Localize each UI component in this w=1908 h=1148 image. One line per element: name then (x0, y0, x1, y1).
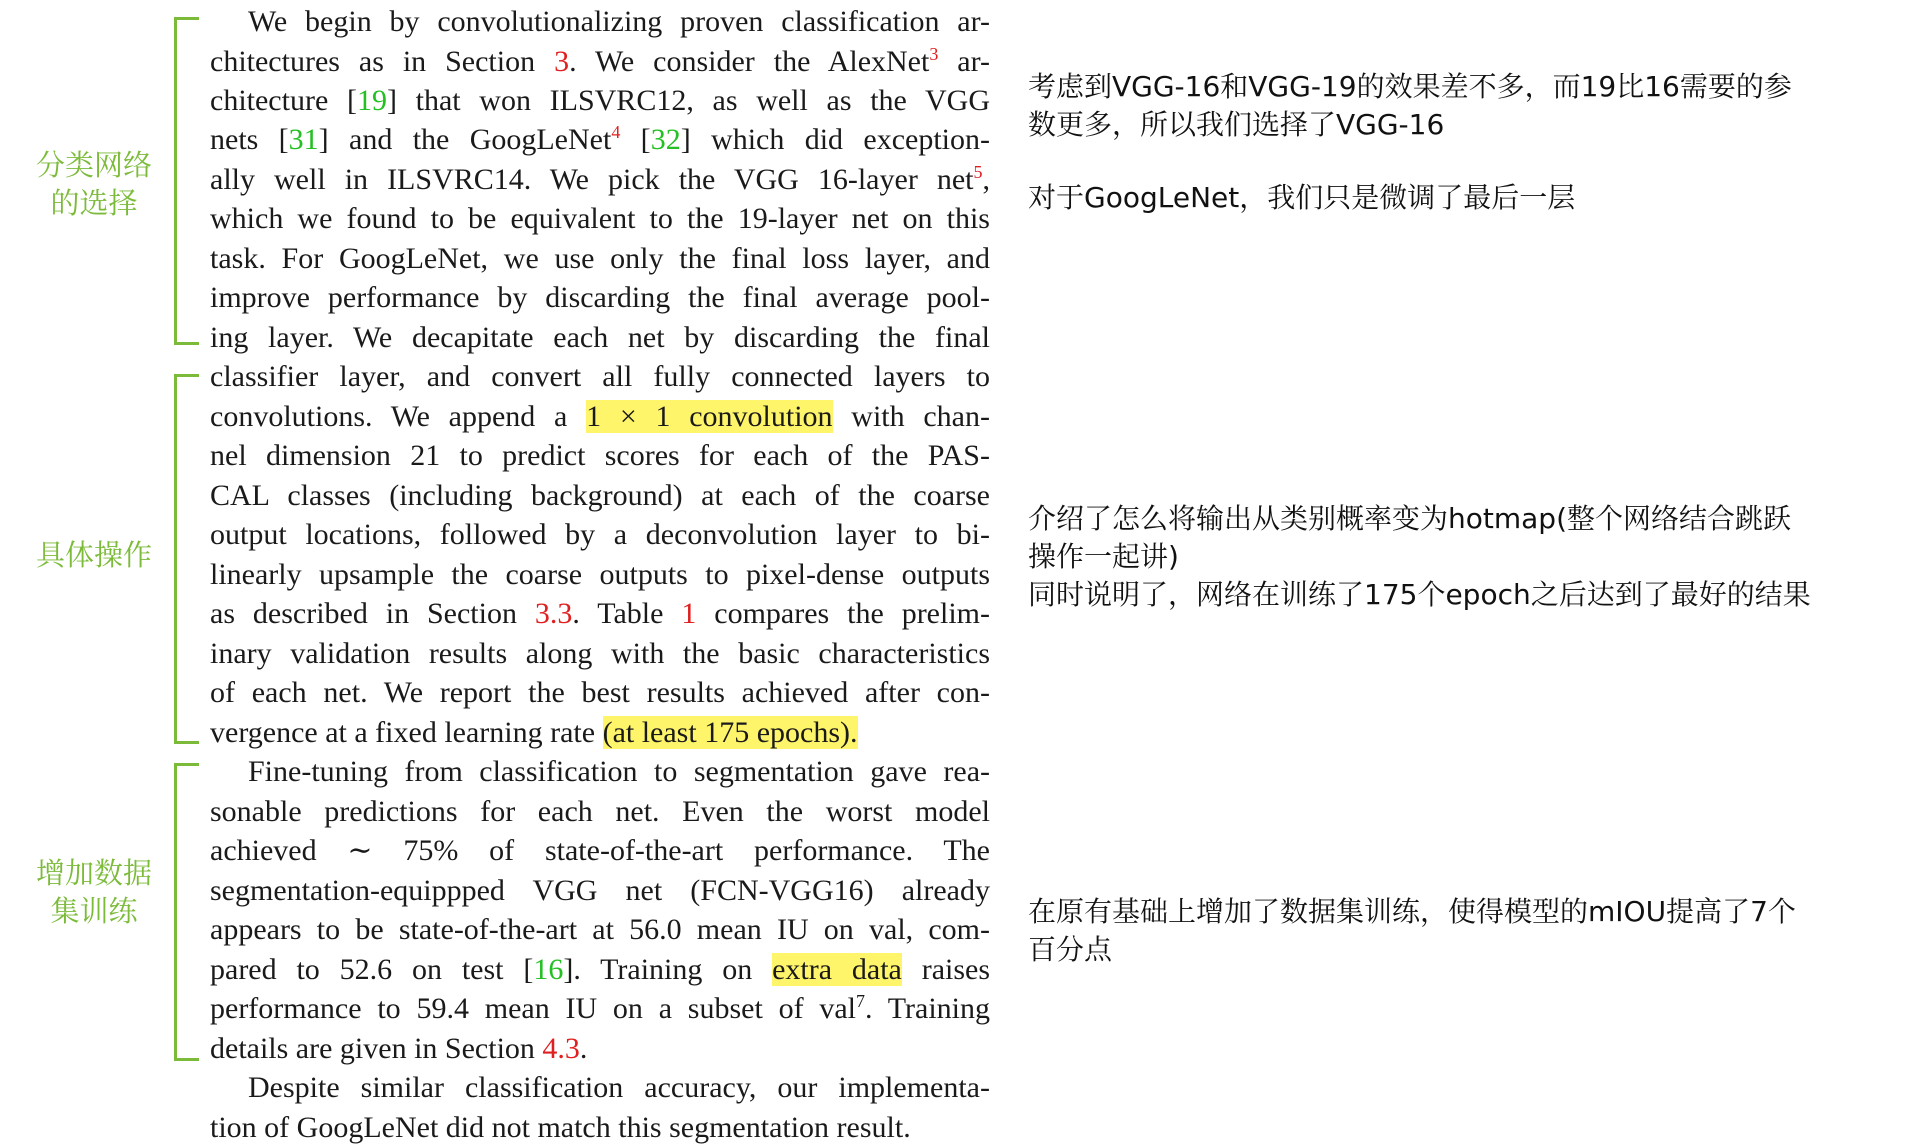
citation-ref[interactable]: 19 (356, 84, 387, 117)
paper-line: improve performance by discarding the final average pool- (210, 281, 990, 314)
paper-line: ing layer. We decapitate each net by discarding the final (210, 321, 990, 354)
table-ref[interactable]: 1 (681, 597, 697, 630)
highlight: extra data (772, 953, 902, 986)
paper-line: chitecture [19] that won ILSVRC12, as well as the VGG (210, 84, 990, 117)
side-label-operation: 具体操作 (35, 538, 152, 572)
paper-line: task. For GoogLeNet, we use only the final loss layer, and (210, 242, 990, 275)
paper-line: nets [31] and the GoogLeNet$^4$ [32] which did exception- (210, 122, 991, 156)
footnote-ref[interactable]: 3 (929, 44, 939, 64)
paper-line: details are given in Section 4.3. (210, 1032, 588, 1065)
paper-line: We begin by convolutionalizing proven classification ar- (248, 5, 990, 38)
side-label-extra-data: 增加数据 集训练 (35, 856, 152, 928)
bracket-classification (174, 17, 199, 345)
paper-line: chitectures as in Section 3. We consider the AlexNet$^3$ ar- (210, 44, 990, 78)
paper-line: Fine-tuning from classification to segmentation gave rea- (248, 755, 990, 788)
paper-line: of each net. We report the best results achieved after con- (210, 676, 990, 709)
note-heatmap: 介绍了怎么将输出从类别概率变为hotmap(整个网络结合跳跃 操作一起讲) 同时说明了，网络在训练了175个epoch之后达到了最好的结果 (1028, 502, 1811, 611)
paper-line: nel dimension 21 to predict scores for each of the PAS- (210, 439, 990, 472)
paper-line: appears to be state-of-the-art at 56.0 mean IU on val, com- (210, 913, 990, 946)
paper-line: vergence at a fixed learning rate (at least 175 epochs). (210, 716, 858, 749)
paper-line: ally well in ILSVRC14. We pick the VGG 16-layer net$^5$, (210, 162, 990, 196)
paper-line: output locations, followed by a deconvolution layer to bi- (210, 518, 990, 551)
paper-line: CAL classes (including background) at each of the coarse (210, 479, 990, 512)
footnote-ref[interactable]: 7 (856, 991, 865, 1011)
bracket-extra-data (174, 763, 199, 1061)
paper-line: sonable predictions for each net. Even the worst model (210, 795, 990, 828)
note-extra-data: 在原有基础上增加了数据集训练，使得模型的mIOU提高了7个 百分点 (1028, 895, 1796, 966)
section-ref[interactable]: 4.3 (542, 1032, 580, 1065)
paper-line: inary validation results along with the basic characteristics (210, 637, 990, 670)
paper-line: classifier layer, and convert all fully connected layers to (210, 360, 990, 393)
paper-line: tion of GoogLeNet did not match this segmentation result. (210, 1111, 911, 1144)
citation-ref[interactable]: 32 (650, 123, 681, 156)
paper-line: as described in Section 3.3. Table 1 compares the prelim- (210, 597, 990, 630)
paper-line: linearly upsample the coarse outputs to pixel-dense outputs (210, 558, 990, 591)
note-vgg-choice: 考虑到VGG-16和VGG-19的效果差不多，而19比16需要的参 数更多，所以我们选择了VGG-16 (1028, 70, 1792, 141)
paper-line: performance to 59.4 mean IU on a subset of val$^7$. Training (210, 991, 990, 1025)
paper-line: achieved ∼ 75% of state-of-the-art performance. The (210, 834, 990, 867)
section-ref[interactable]: 3.3 (534, 597, 573, 630)
citation-ref[interactable]: 31 (288, 123, 319, 156)
bracket-operation (174, 374, 199, 744)
citation-ref[interactable]: 16 (533, 953, 564, 986)
section-ref[interactable]: 3 (554, 45, 570, 78)
footnote-ref[interactable]: 4 (611, 122, 621, 142)
paper-line: pared to 52.6 on test [16]. Training on extra data raises (210, 953, 991, 986)
paper-line: Despite similar classification accuracy, our implementa- (248, 1071, 990, 1104)
paper-line: which we found to be equivalent to the 19-layer net on this (210, 202, 990, 235)
note-googlenet: 对于GoogLeNet，我们只是微调了最后一层 (1028, 181, 1576, 214)
paper-line: convolutions. We append a 1 × 1 convolution with chan- (210, 400, 990, 433)
side-label-classification: 分类网络 的选择 (35, 148, 152, 220)
paper-line: segmentation-equippped VGG net (FCN-VGG16) already (210, 874, 990, 907)
highlight: 1 × 1 convolution (586, 400, 833, 433)
highlight: (at least 175 epochs). (602, 716, 858, 749)
footnote-ref[interactable]: 5 (973, 162, 983, 182)
